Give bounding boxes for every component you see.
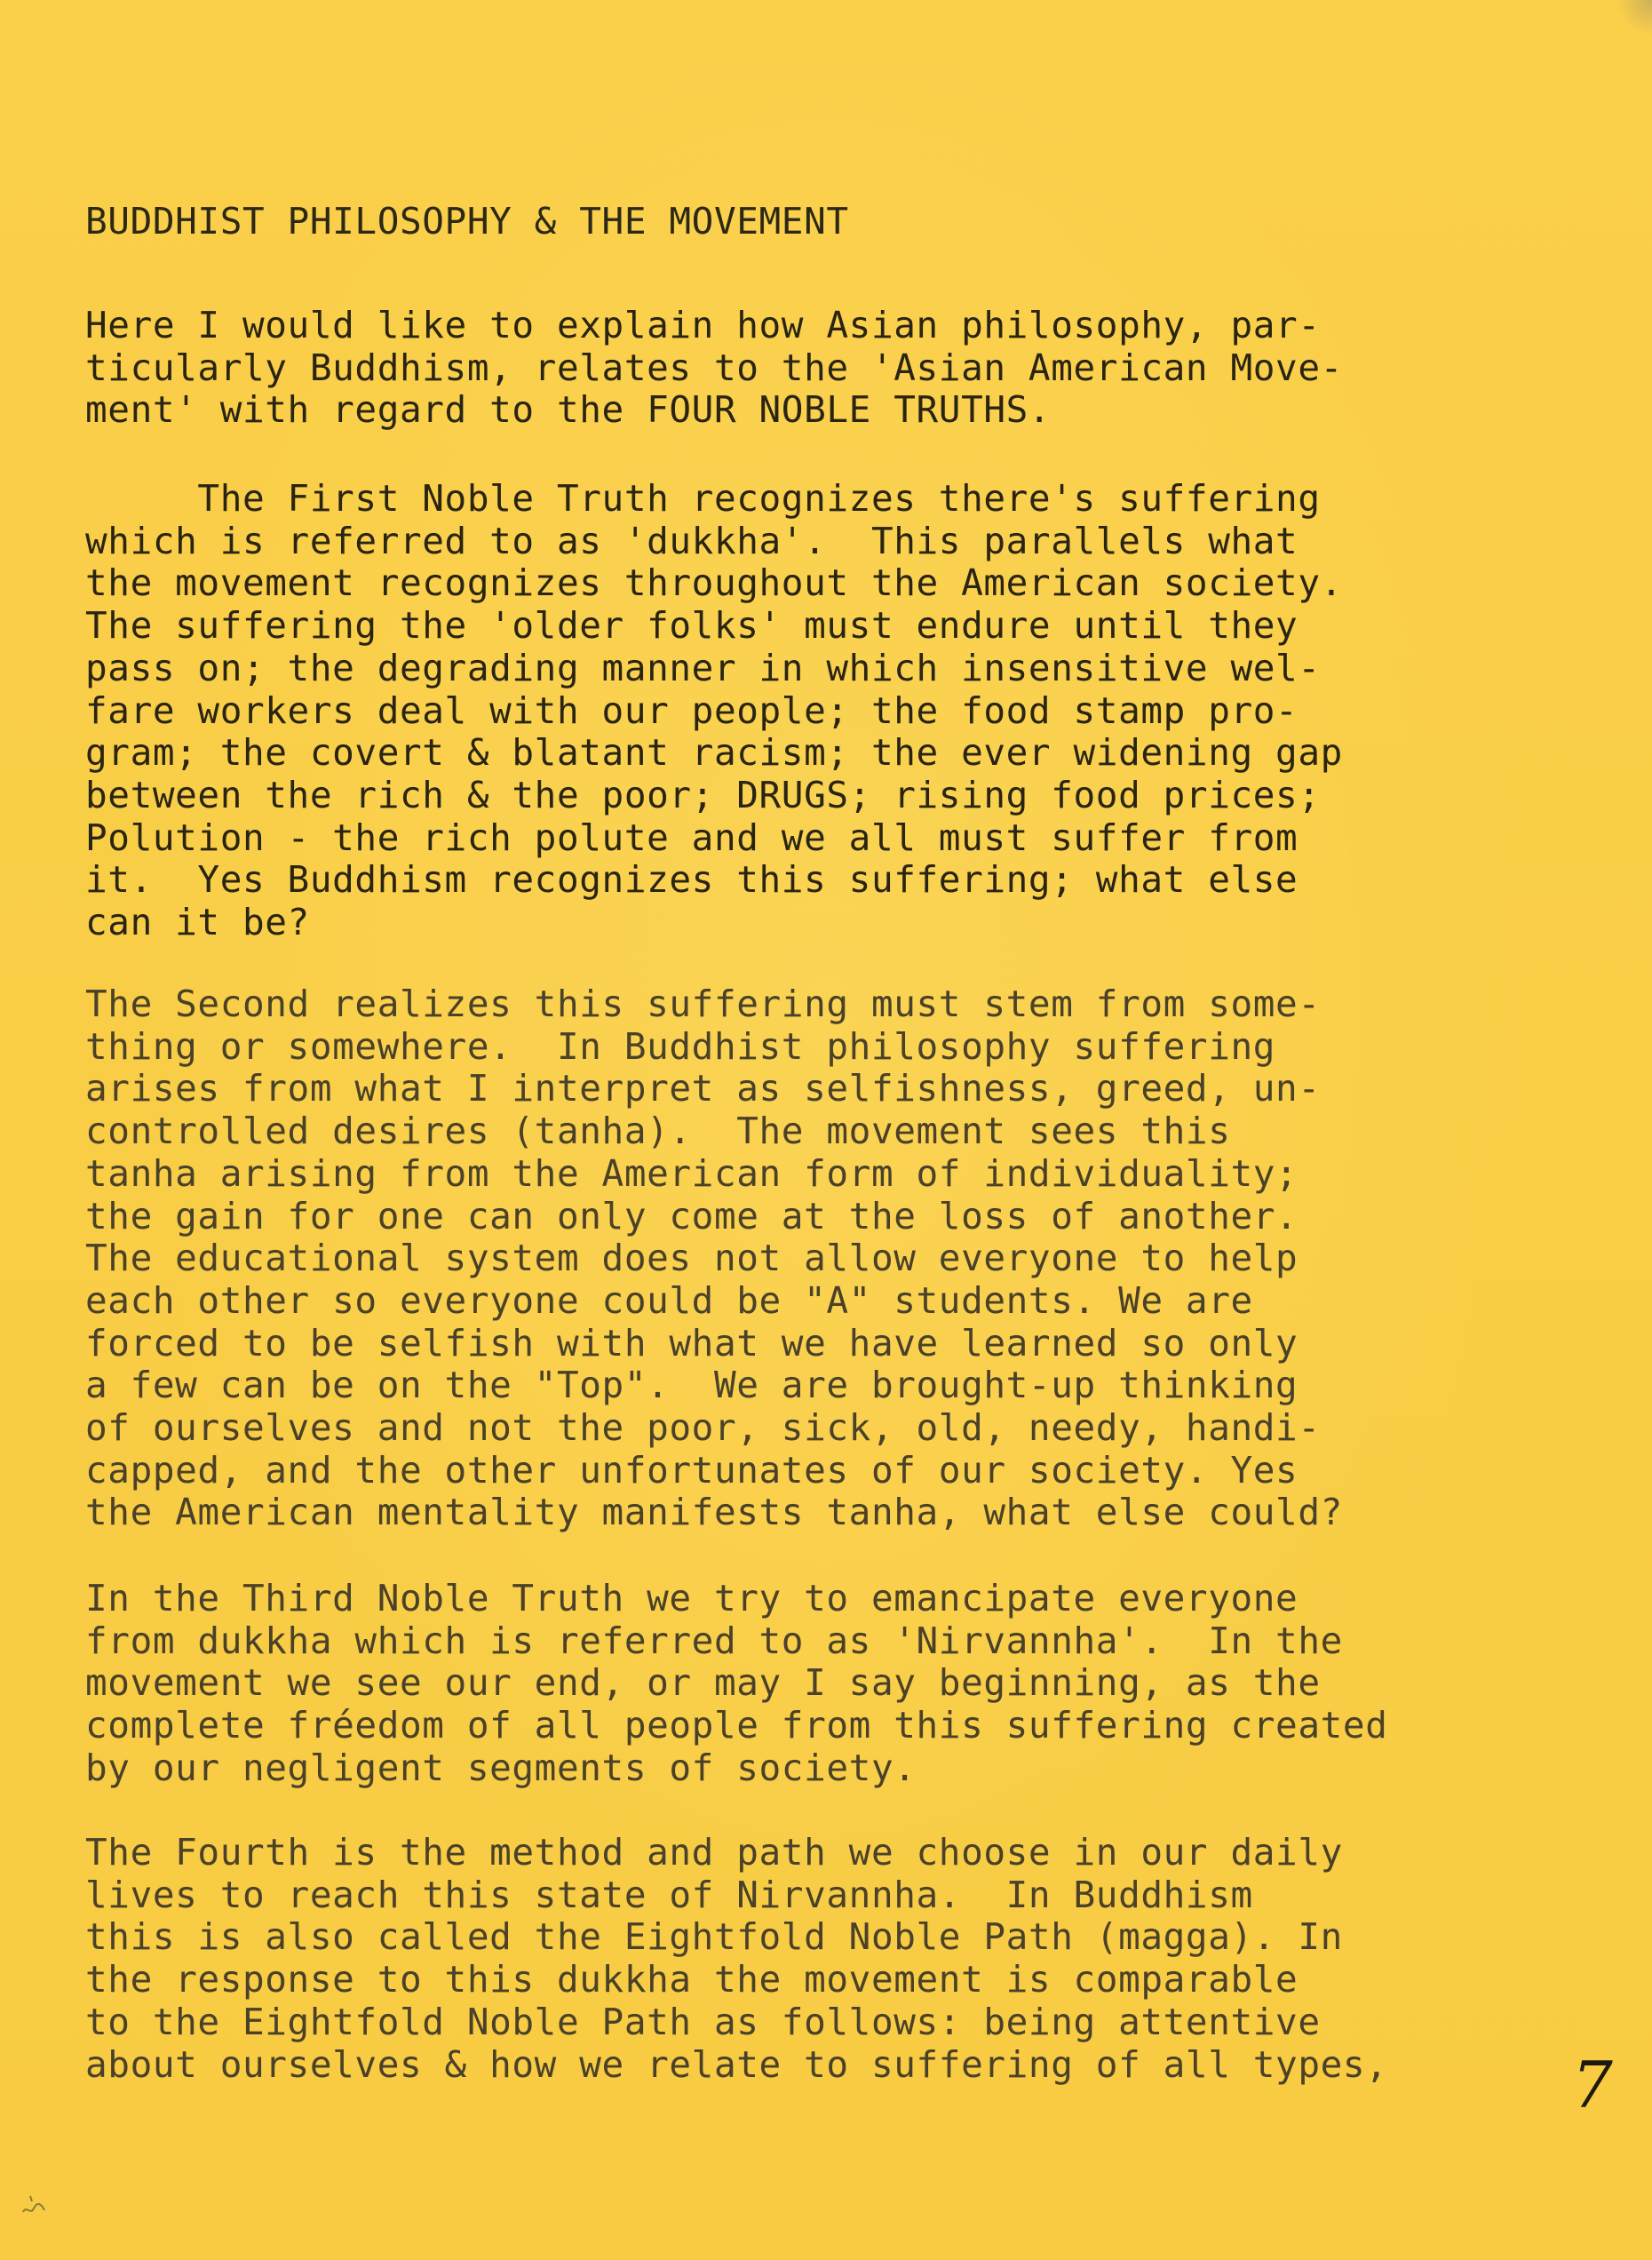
corner-smudge (1616, 0, 1652, 36)
page-number: 7 (1572, 2048, 1613, 2122)
paragraph-third-truth: In the Third Noble Truth we try to emancipate everyone from dukkha which is referred to as 'Nirvannha'. In the movement we see our end, or may I say beginning, as the complete fréedom of all people from this suffering created by our negligent segments of society. (85, 1577, 1388, 1789)
paragraph-intro: Here I would like to explain how Asian philosophy, par- ticularly Buddhism, relates to the 'Asian American Move- ment' with regard to the FOUR NOBLE TRUTHS. (85, 304, 1343, 432)
paragraph-fourth-truth: The Fourth is the method and path we choose in our daily lives to reach this state of Nirvannha. In Buddhism this is also called the Eightfold Noble Path (magga). In the response to this dukkha the movement is comparable to the Eightfold Noble Path as follows: being attentive about ourselves & how we relate to suffering of all types, (85, 1831, 1388, 2086)
pencil-scribble-mark (18, 2185, 60, 2221)
paragraph-second-truth: The Second realizes this suffering must stem from some- thing or somewhere. In Buddhist philosophy suffering arises from what I interpret as selfishness, greed, un- controlled desires (tanha). The movement sees this tanha arising from the American form of individuality; the gain for one can only come at the loss of another. The educational system does not allow everyone to help each other so everyone could be "A" students. We are forced to be selfish with what we have learned so only a few can be on the "Top". We are brought-up thinking of ourselves and not the poor, sick, old, needy, handi- capped, and the other unfortunates of our society. Yes the American mentality manifests tanha, what else could? (85, 983, 1343, 1534)
document-title: BUDDHIST PHILOSOPHY & THE MOVEMENT (85, 200, 849, 243)
paragraph-first-truth: The First Noble Truth recognizes there's suffering which is referred to as 'dukkha'. This parallels what the movement recognizes throughout the American society. The suffering the 'older folks' must endure until they pass on; the degrading manner in which insensitive wel- fare workers deal with our people; the food stamp pro- gram; the covert & blatant racism; the ever widening gap between the rich & the poor; DRUGS; rising food prices; Polution - the rich polute and we all must suffer from it. Yes Buddhism recognizes this suffering; what else can it be? (85, 477, 1343, 944)
